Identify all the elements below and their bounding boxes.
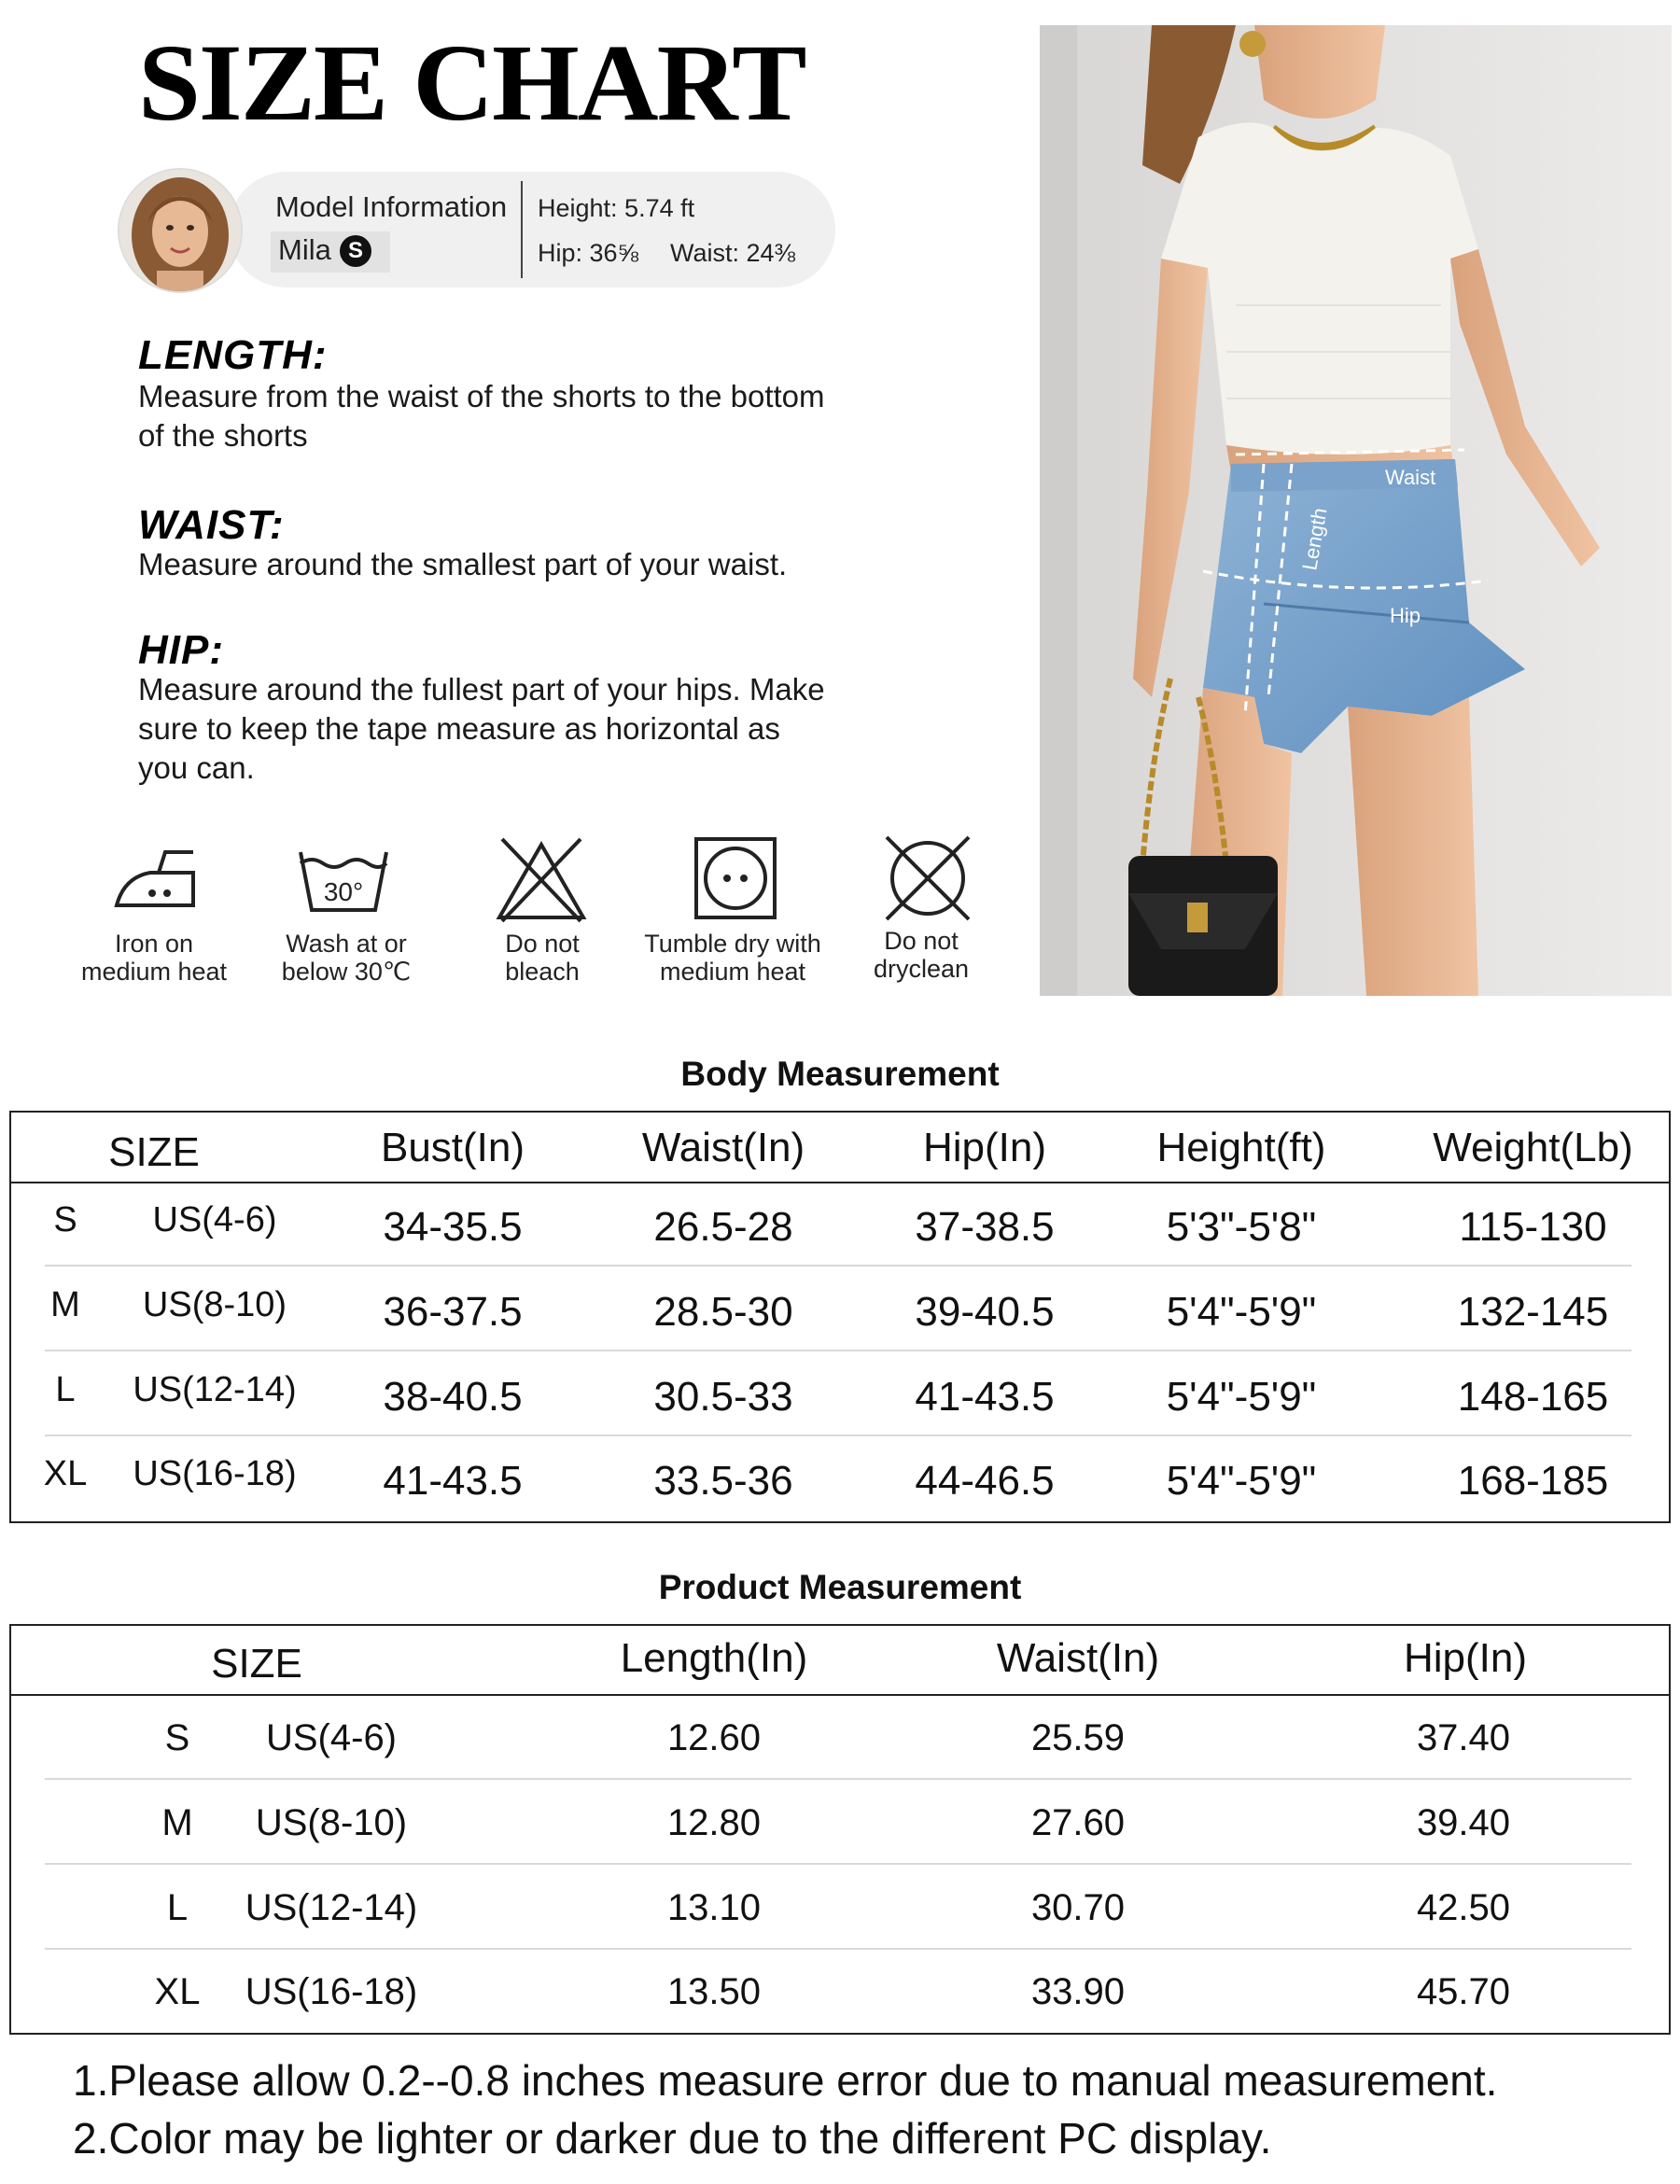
photo-label-hip: Hip	[1390, 604, 1421, 627]
product-cell-size: L	[166, 1887, 189, 1928]
body-cell-us: US(16-18)	[133, 1454, 297, 1493]
body-cell-weight: 115-130	[1459, 1204, 1607, 1250]
hip-heading: HIP:	[138, 627, 224, 673]
model-info-divider	[521, 181, 523, 278]
product-table-header-line	[9, 1694, 1671, 1696]
product-cell-waist: 33.90	[1030, 1971, 1126, 2012]
product-cell-hip: 42.50	[1416, 1887, 1511, 1928]
body-header-hip: Hip(In)	[922, 1125, 1047, 1170]
model-size-badge: S	[340, 235, 371, 267]
product-cell-size: XL	[154, 1971, 201, 2012]
wash-30-icon	[297, 845, 390, 933]
product-row-separator	[45, 1778, 1631, 1780]
body-cell-height: 5'3"-5'8"	[1166, 1204, 1317, 1250]
body-cell-weight: 148-165	[1457, 1374, 1609, 1420]
product-row-separator	[45, 1863, 1631, 1865]
photo-label-waist: Waist	[1385, 466, 1436, 489]
body-cell-height: 5'4"-5'9"	[1166, 1374, 1317, 1420]
body-cell-waist: 28.5-30	[653, 1289, 793, 1335]
product-header-hip: Hip(In)	[1403, 1635, 1528, 1681]
body-table-header-line	[9, 1182, 1671, 1183]
do-not-dryclean-icon	[881, 833, 974, 922]
body-cell-hip: 44-46.5	[915, 1458, 1055, 1504]
waist-description: Measure around the smallest part of your waist.	[138, 547, 788, 581]
body-cell-size: L	[55, 1370, 76, 1409]
page-title: SIZE CHART	[138, 21, 805, 144]
product-cell-length: 13.50	[666, 1971, 762, 2012]
product-header-size: SIZE	[211, 1641, 302, 1687]
note-color-display: 2.Color may be lighter or darker due to the different PC display.	[73, 2114, 1272, 2163]
body-cell-size: M	[50, 1285, 80, 1324]
body-cell-bust: 34-35.5	[383, 1204, 523, 1250]
care-label-wash: Wash at or below 30℃	[281, 930, 412, 986]
body-cell-waist: 30.5-33	[653, 1374, 793, 1420]
body-cell-hip: 41-43.5	[915, 1374, 1055, 1420]
product-cell-waist: 27.60	[1030, 1802, 1126, 1843]
body-cell-size: S	[53, 1200, 77, 1239]
body-cell-height: 5'4"-5'9"	[1166, 1289, 1317, 1335]
photo-label-length: Length	[1297, 506, 1332, 572]
body-cell-weight: 168-185	[1457, 1458, 1609, 1504]
body-cell-bust: 38-40.5	[383, 1374, 523, 1420]
product-cell-hip: 37.40	[1416, 1717, 1511, 1758]
product-cell-length: 13.10	[666, 1887, 762, 1928]
do-not-bleach-icon	[495, 835, 588, 924]
body-cell-hip: 39-40.5	[915, 1289, 1055, 1335]
note-measure-error: 1.Please allow 0.2--0.8 inches measure error due to manual measurement.	[73, 2056, 1498, 2105]
body-header-size: SIZE	[108, 1129, 200, 1175]
product-cell-us: US(4-6)	[265, 1717, 398, 1758]
model-photo	[1040, 25, 1672, 996]
care-label-iron: Iron on medium heat	[80, 930, 228, 986]
body-cell-waist: 33.5-36	[653, 1458, 793, 1504]
body-table-caption: Body Measurement	[680, 1055, 1000, 1093]
body-cell-bust: 41-43.5	[383, 1458, 523, 1504]
body-cell-us: US(4-6)	[152, 1200, 277, 1239]
product-header-waist: Waist(In)	[996, 1635, 1160, 1681]
product-cell-waist: 30.70	[1030, 1887, 1126, 1928]
product-cell-size: M	[161, 1802, 193, 1843]
wash-temperature: 30°	[323, 877, 364, 906]
tumble-dry-medium-icon	[689, 835, 782, 924]
product-row-separator	[45, 1948, 1631, 1950]
product-cell-length: 12.60	[666, 1717, 762, 1758]
care-label-tumble-dry: Tumble dry with medium heat	[644, 930, 821, 986]
product-cell-us: US(12-14)	[245, 1887, 418, 1928]
body-cell-us: US(12-14)	[133, 1370, 297, 1409]
body-cell-weight: 132-145	[1457, 1289, 1609, 1335]
product-cell-us: US(8-10)	[255, 1802, 408, 1843]
model-info-label: Model Information	[275, 190, 508, 223]
product-cell-size: S	[164, 1717, 190, 1758]
model-name: Mila	[278, 233, 331, 266]
model-hip: Hip: 36⅝	[538, 239, 639, 267]
body-header-height: Height(ft)	[1156, 1125, 1326, 1170]
model-height: Height: 5.74 ft	[538, 194, 695, 222]
product-cell-length: 12.80	[666, 1802, 762, 1843]
hip-description: Measure around the fullest part of your hips. Make sure to keep the tape measure as horizontal as you can.	[138, 672, 825, 785]
body-cell-size: XL	[43, 1454, 88, 1493]
body-cell-us: US(8-10)	[142, 1285, 287, 1324]
model-avatar	[118, 168, 243, 293]
body-header-bust: Bust(In)	[380, 1125, 525, 1170]
body-row-separator	[45, 1435, 1631, 1436]
product-header-length: Length(In)	[620, 1635, 808, 1681]
body-header-weight: Weight(Lb)	[1433, 1125, 1633, 1170]
product-cell-hip: 45.70	[1416, 1971, 1511, 2012]
body-cell-height: 5'4"-5'9"	[1166, 1458, 1317, 1504]
product-cell-us: US(16-18)	[245, 1971, 418, 2012]
care-label-bleach: Do not bleach	[505, 930, 580, 986]
model-waist: Waist: 24⅜	[670, 239, 796, 267]
iron-medium-heat-icon	[107, 845, 201, 933]
length-heading: LENGTH:	[138, 332, 328, 378]
body-row-separator	[45, 1350, 1631, 1351]
product-cell-hip: 39.40	[1416, 1802, 1511, 1843]
care-label-dryclean: Do not dryclean	[873, 927, 970, 983]
body-row-separator	[45, 1265, 1631, 1267]
body-header-waist: Waist(In)	[641, 1125, 805, 1170]
waist-heading: WAIST:	[138, 502, 285, 548]
body-cell-waist: 26.5-28	[653, 1204, 793, 1250]
length-description: Measure from the waist of the shorts to the bottom of the shorts	[138, 379, 825, 453]
body-cell-hip: 37-38.5	[915, 1204, 1055, 1250]
body-cell-bust: 36-37.5	[383, 1289, 523, 1335]
product-cell-waist: 25.59	[1030, 1717, 1126, 1758]
product-table-caption: Product Measurement	[658, 1568, 1022, 1606]
